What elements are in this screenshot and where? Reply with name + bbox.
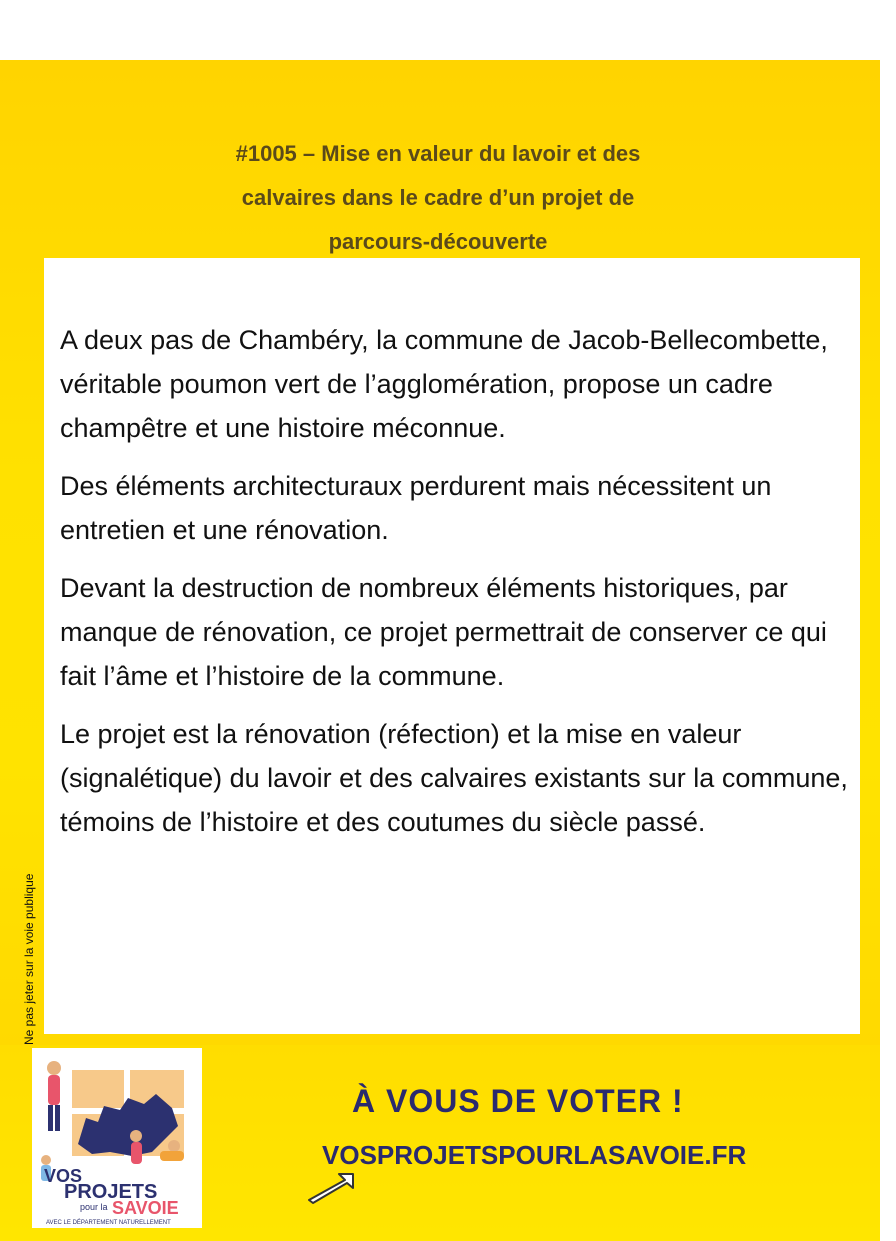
svg-text:SAVOIE: SAVOIE bbox=[112, 1198, 179, 1218]
vos-projets-logo bbox=[32, 1048, 202, 1228]
paragraph: Des éléments architecturaux perdurent mais nécessitent un entretien et une rénovation. bbox=[60, 471, 772, 545]
svg-text:AVEC LE DÉPARTEMENT NATURELLEM: AVEC LE DÉPARTEMENT NATURELLEMENT bbox=[46, 1220, 171, 1226]
logo-graphic-icon bbox=[32, 1048, 202, 1228]
pointer-arrow-icon bbox=[305, 1170, 357, 1204]
title-line: #1005 – Mise en valeur du lavoir et des bbox=[235, 141, 641, 166]
description-text bbox=[60, 318, 850, 858]
title-line: parcours-découverte bbox=[328, 229, 548, 254]
description-panel bbox=[44, 258, 860, 1034]
project-title bbox=[140, 132, 736, 264]
paragraph: Devant la destruction de nombreux éléments historiques, par manque de rénovation, ce projet permettrait de conserver ce qui fait l’âme et l’histoire de la commune. bbox=[60, 573, 827, 691]
svg-text:VOS: VOS bbox=[44, 1166, 83, 1186]
paragraph: Le projet est la rénovation (réfection) et la mise en valeur (signalétique) du lavoir et des calvaires existants sur la commune, témoins de l’histoire et des coutumes du siècle passé. bbox=[60, 719, 848, 837]
website-link[interactable]: VOSPROJETSPOURLASAVOIE.FR bbox=[322, 1140, 747, 1170]
paragraph: A deux pas de Chambéry, la commune de Jacob-Bellecombette, véritable poumon vert de l’agglomération, propose un cadre champêtre et une histoire méconnue. bbox=[60, 325, 828, 443]
vote-call-to-action: À VOUS DE VOTER ! bbox=[352, 1083, 684, 1119]
svg-text:pour la: pour la bbox=[80, 1202, 108, 1212]
title-line: calvaires dans le cadre d’un projet de bbox=[241, 185, 635, 210]
svg-text:PROJETS: PROJETS bbox=[64, 1181, 158, 1203]
side-note: Ne pas jeter sur la voie publique bbox=[22, 873, 36, 1045]
